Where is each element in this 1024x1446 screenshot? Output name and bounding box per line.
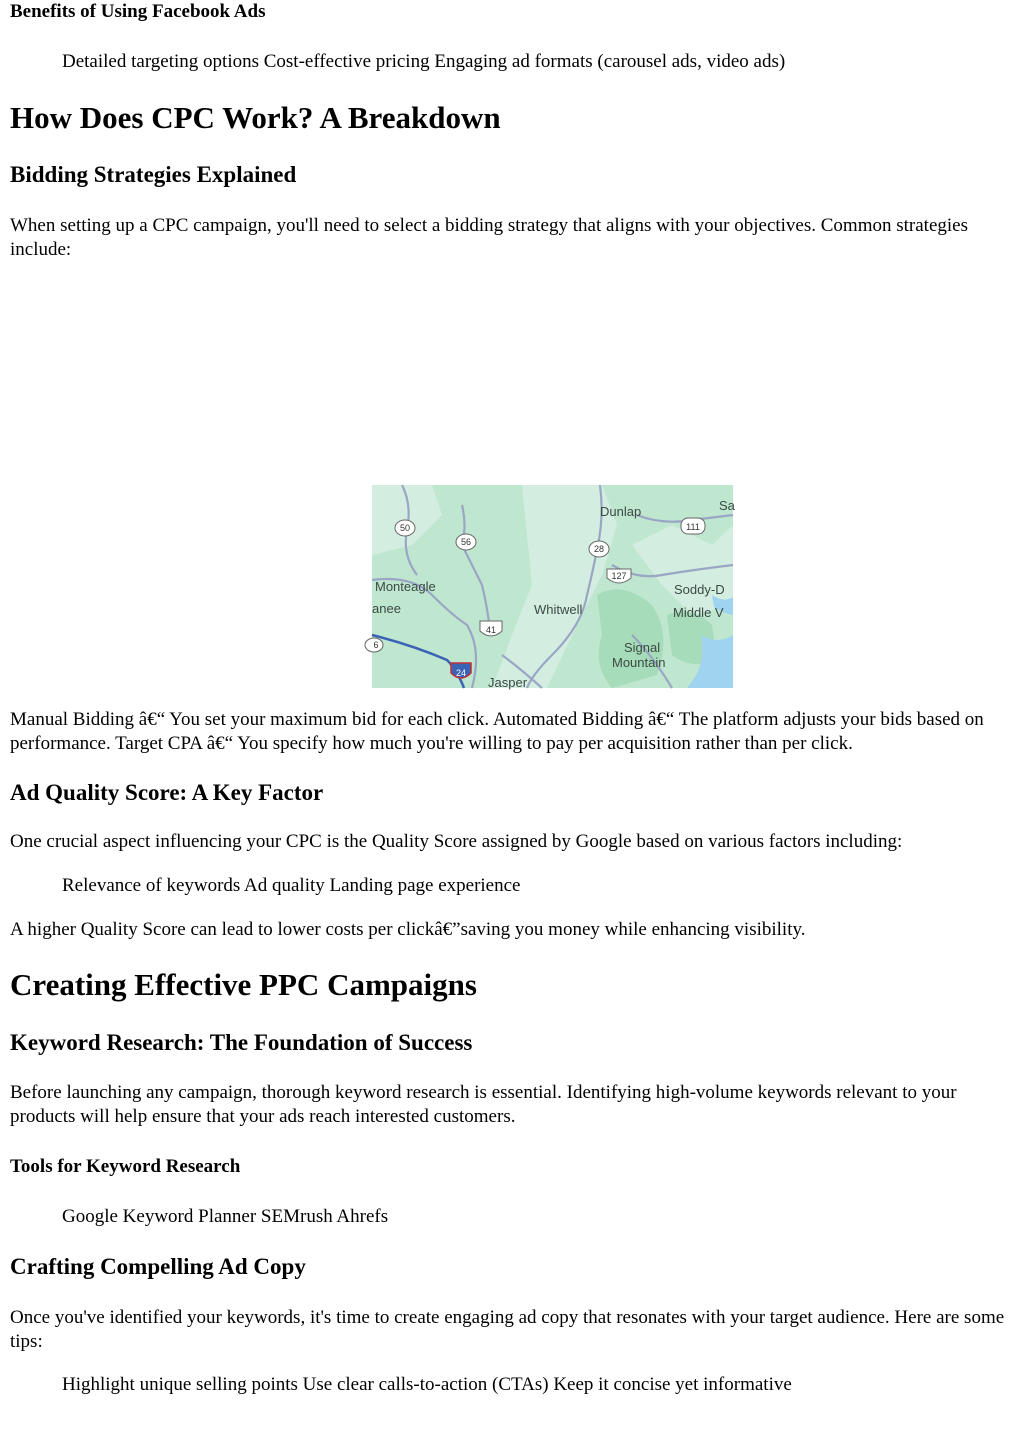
route-50-shield bbox=[395, 520, 415, 536]
route-28-shield bbox=[589, 541, 609, 557]
route-56-shield bbox=[456, 534, 476, 550]
route-6-shield bbox=[365, 638, 383, 652]
map-label-whitwell: Whitwell bbox=[534, 602, 583, 617]
svg-text:41: 41 bbox=[485, 625, 497, 635]
bidding-strategies-heading: Bidding Strategies Explained bbox=[10, 162, 297, 187]
map-image bbox=[372, 485, 733, 688]
bidding-strategies-list: Manual Bidding â€“ You set your maximum bid for each click. Automated Bidding â€“ The platform adjusts your bids based on performance. Target CPA â€“ You specify how much you're willing to pay per acquisition rather than per click. bbox=[10, 709, 984, 754]
svg-text:127: 127 bbox=[611, 571, 627, 581]
ad-copy-heading: Crafting Compelling Ad Copy bbox=[10, 1254, 306, 1279]
keyword-tools-heading: Tools for Keyword Research bbox=[10, 1156, 241, 1177]
route-127-shield bbox=[607, 569, 631, 583]
svg-text:28: 28 bbox=[593, 544, 605, 554]
quality-factors-list: Relevance of keywords Ad quality Landing page experience bbox=[62, 875, 521, 896]
svg-text:56: 56 bbox=[460, 537, 472, 547]
facebook-ads-heading: Benefits of Using Facebook Ads bbox=[10, 1, 266, 22]
svg-text:6: 6 bbox=[373, 640, 379, 650]
route-41-shield bbox=[480, 621, 502, 636]
map-label-dunlap: Dunlap bbox=[600, 504, 642, 519]
facebook-benefits-list: Detailed targeting options Cost-effective pricing Engaging ad formats (carousel ads, video ads) bbox=[62, 51, 786, 72]
route-24-shield bbox=[451, 663, 471, 678]
quality-score-intro: One crucial aspect influencing your CPC is the Quality Score assigned by Google based on various factors including: bbox=[10, 831, 903, 852]
quality-score-heading: Ad Quality Score: A Key Factor bbox=[10, 780, 324, 805]
ad-copy-tips-list: Highlight unique selling points Use clear calls-to-action (CTAs) Keep it concise yet informative bbox=[62, 1374, 792, 1395]
map-label-sa: Sa bbox=[719, 498, 735, 513]
cpc-breakdown-heading: How Does CPC Work? A Breakdown bbox=[10, 100, 501, 135]
ppc-campaigns-heading: Creating Effective PPC Campaigns bbox=[10, 967, 477, 1002]
keyword-research-paragraph: Before launching any campaign, thorough keyword research is essential. Identifying high-volume keywords relevant to your products will help ensure that your ads reach interested customers. bbox=[10, 1082, 957, 1127]
svg-text:24: 24 bbox=[455, 668, 467, 678]
map-label-jasper: Jasper bbox=[488, 675, 528, 690]
map-label-middle: Middle V bbox=[673, 605, 724, 620]
map-label-monteagle: Monteagle bbox=[375, 579, 436, 594]
route-111-shield bbox=[681, 518, 705, 534]
bidding-intro-paragraph: When setting up a CPC campaign, you'll need to select a bidding strategy that aligns with your objectives. Common strategies include: bbox=[10, 215, 968, 260]
svg-text:50: 50 bbox=[399, 523, 411, 533]
map-label-mountain: Mountain bbox=[612, 655, 666, 670]
map-label-anee: anee bbox=[372, 601, 401, 616]
keyword-research-heading: Keyword Research: The Foundation of Success bbox=[10, 1030, 473, 1055]
map-label-soddy: Soddy-D bbox=[674, 582, 725, 597]
svg-text:111: 111 bbox=[686, 522, 700, 532]
ad-copy-paragraph: Once you've identified your keywords, it's time to create engaging ad copy that resonates with your target audience. Here are some tips: bbox=[10, 1307, 1005, 1352]
map-label-signal: Signal bbox=[624, 640, 661, 655]
quality-score-note: A higher Quality Score can lead to lower costs per clickâ€”saving you money while enhancing visibility. bbox=[10, 919, 806, 940]
keyword-tools-list: Google Keyword Planner SEMrush Ahrefs bbox=[62, 1206, 389, 1227]
